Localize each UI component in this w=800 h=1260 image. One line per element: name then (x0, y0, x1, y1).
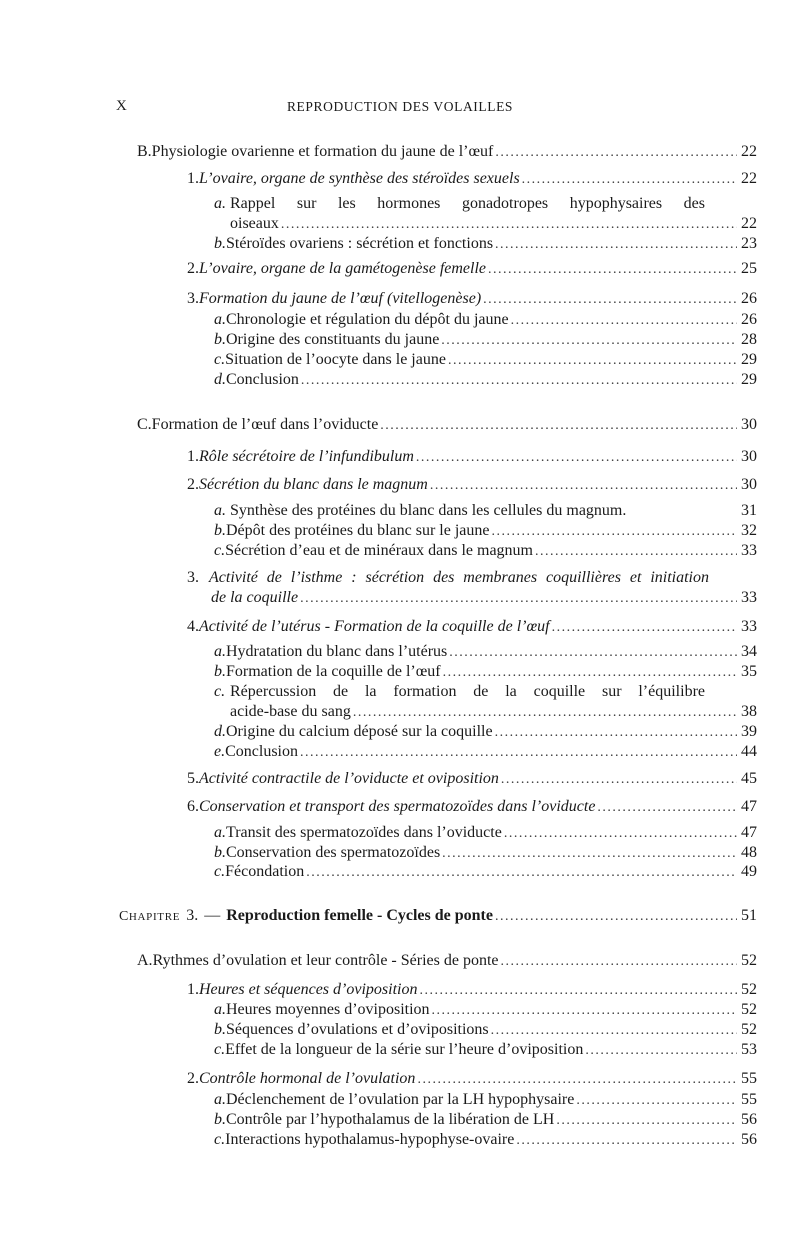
toc-subentry[interactable]: b. Contrôle par l’hypothalamus de la libération de LH ..... 56 (214, 1110, 757, 1130)
page-number: 32 (741, 522, 757, 539)
toc-subentry[interactable]: a. Déclenchement de l’ovulation par la LH hypophysaire ..... 55 (214, 1090, 757, 1110)
page-number: 45 (741, 770, 757, 787)
toc-subentry-continuation[interactable]: oiseaux ..... 22 (230, 214, 757, 234)
page-number: 48 (741, 844, 757, 861)
toc-entry[interactable]: 6. Conservation et transport des spermatozoïdes dans l’oviducte ..... 47 (187, 797, 757, 817)
page-number: 55 (741, 1091, 757, 1108)
toc-subentry-continuation[interactable]: acide-base du sang ..... 38 (230, 702, 757, 722)
toc-subentry[interactable]: a. Heures moyennes d’oviposition ..... 52 (214, 1000, 757, 1020)
page-number: 22 (741, 170, 757, 187)
page-number: 33 (741, 542, 757, 559)
page-number: 49 (741, 863, 757, 880)
page-number: 30 (741, 448, 757, 465)
page-number: 28 (741, 331, 757, 348)
page-number: 29 (741, 371, 757, 388)
toc-subentry[interactable]: a. Chronologie et régulation du dépôt du jaune ..... 26 (214, 310, 757, 330)
toc-subentry[interactable]: c. Répercussion de la formation de la coquille sur l’équilibre (214, 683, 705, 700)
toc-subentry[interactable]: c. Situation de l’oocyte dans le jaune ..... 29 (214, 350, 757, 370)
toc-entry[interactable]: 4. Activité de l’utérus - Formation de la coquille de l’œuf ..... 33 (187, 617, 757, 637)
page-number: 47 (741, 824, 757, 841)
toc-subentry[interactable]: b. Conservation des spermatozoïdes ..... 48 (214, 843, 757, 863)
page-number: 52 (741, 1021, 757, 1038)
page-number: 47 (741, 798, 757, 815)
page-number: 33 (741, 589, 757, 606)
page-number: 35 (741, 663, 757, 680)
page-number: 22 (741, 143, 757, 160)
toc-subentry[interactable]: a. Transit des spermatozoïdes dans l’oviducte ..... 47 (214, 823, 757, 843)
page-number: 44 (741, 743, 757, 760)
page-number: 34 (741, 643, 757, 660)
toc-subentry[interactable]: a. Rappel sur les hormones gonadotropes hypophysaires des (214, 195, 705, 212)
toc-subentry[interactable]: c. Fécondation ..... 49 (214, 862, 757, 882)
toc-subentry[interactable]: c. Effet de la longueur de la série sur l’heure d’oviposition ..... 53 (214, 1040, 757, 1060)
toc-entry[interactable]: 2. Sécrétion du blanc dans le magnum ..... 30 (187, 475, 757, 495)
toc-subentry[interactable]: c. Sécrétion d’eau et de minéraux dans le magnum ..... 33 (214, 541, 757, 561)
page-number: 52 (741, 981, 757, 998)
toc-section-b[interactable]: B. Physiologie ovarienne et formation du jaune de l’œuf ..... 22 (137, 142, 757, 162)
toc-subentry[interactable]: a. Hydratation du blanc dans l’utérus ..... 34 (214, 642, 757, 662)
page-number: 53 (741, 1041, 757, 1058)
page-number: 52 (741, 1001, 757, 1018)
toc-subentry[interactable]: b. Séquences d’ovulations et d’ovipositions ..... 52 (214, 1020, 757, 1040)
page-number: 26 (741, 290, 757, 307)
toc-entry[interactable]: 2. Contrôle hormonal de l’ovulation ..... 55 (187, 1069, 757, 1089)
toc-section-c[interactable]: C. Formation de l’œuf dans l’oviducte ..... 30 (137, 415, 757, 435)
toc-subentry[interactable]: d. Origine du calcium déposé sur la coquille ..... 39 (214, 722, 757, 742)
page-number: 26 (741, 311, 757, 328)
toc-entry[interactable]: 3. Activité de l’isthme : sécrétion des membranes coquillières et initiation (187, 569, 709, 586)
page-number: 31 (741, 502, 757, 519)
page-number: 22 (741, 215, 757, 232)
toc-subentry[interactable]: b. Stéroïdes ovariens : sécrétion et fonctions ..... 23 (214, 234, 757, 254)
page-number: 56 (741, 1111, 757, 1128)
toc-entry[interactable]: 5. Activité contractile de l’oviducte et oviposition ..... 45 (187, 769, 757, 789)
toc-subentry[interactable]: a. Synthèse des protéines du blanc dans les cellules du magnum. 31 (214, 502, 757, 519)
toc-section-a[interactable]: A. Rythmes d’ovulation et leur contrôle - Séries de ponte ..... 52 (137, 951, 757, 971)
page-folio: X (116, 98, 127, 114)
page-number: 29 (741, 351, 757, 368)
page-number: 56 (741, 1131, 757, 1148)
toc-subentry[interactable]: b. Dépôt des protéines du blanc sur le jaune ..... 32 (214, 521, 757, 541)
page-number: 55 (741, 1070, 757, 1087)
toc-entry[interactable]: 1. L’ovaire, organe de synthèse des stéroïdes sexuels ..... 22 (187, 169, 757, 189)
page-number: 52 (741, 952, 757, 969)
page-number: 39 (741, 723, 757, 740)
page-number: 30 (741, 416, 757, 433)
toc-subentry[interactable]: b. Origine des constituants du jaune ..... 28 (214, 330, 757, 350)
toc-entry[interactable]: 2. L’ovaire, organe de la gamétogenèse femelle ..... 25 (187, 259, 757, 279)
toc-subentry[interactable]: b. Formation de la coquille de l’œuf ..... 35 (214, 662, 757, 682)
running-title: REPRODUCTION DES VOLAILLES (286, 99, 514, 114)
toc-chapter-3[interactable]: CHAPITRE 3. — Reproduction femelle - Cycles de ponte ..... 51 (119, 906, 757, 926)
toc-subentry[interactable]: c. Interactions hypothalamus-hypophyse-ovaire ..... 56 (214, 1130, 757, 1150)
page-number: 23 (741, 235, 757, 252)
toc-entry[interactable]: 1. Heures et séquences d’oviposition ..... 52 (187, 980, 757, 1000)
page-number: 51 (741, 907, 757, 924)
toc-subentry[interactable]: e. Conclusion ..... 44 (214, 742, 757, 762)
page-number: 30 (741, 476, 757, 493)
toc-subentry[interactable]: d. Conclusion ..... 29 (214, 370, 757, 390)
page-number: 33 (741, 618, 757, 635)
toc-entry-continuation[interactable]: de la coquille ..... 33 (211, 588, 757, 608)
page-number: 38 (741, 703, 757, 720)
toc-entry[interactable]: 1. Rôle sécrétoire de l’infundibulum ..... 30 (187, 447, 757, 467)
page-number: 25 (741, 260, 757, 277)
toc-entry[interactable]: 3. Formation du jaune de l’œuf (vitellogenèse) ..... 26 (187, 289, 757, 309)
